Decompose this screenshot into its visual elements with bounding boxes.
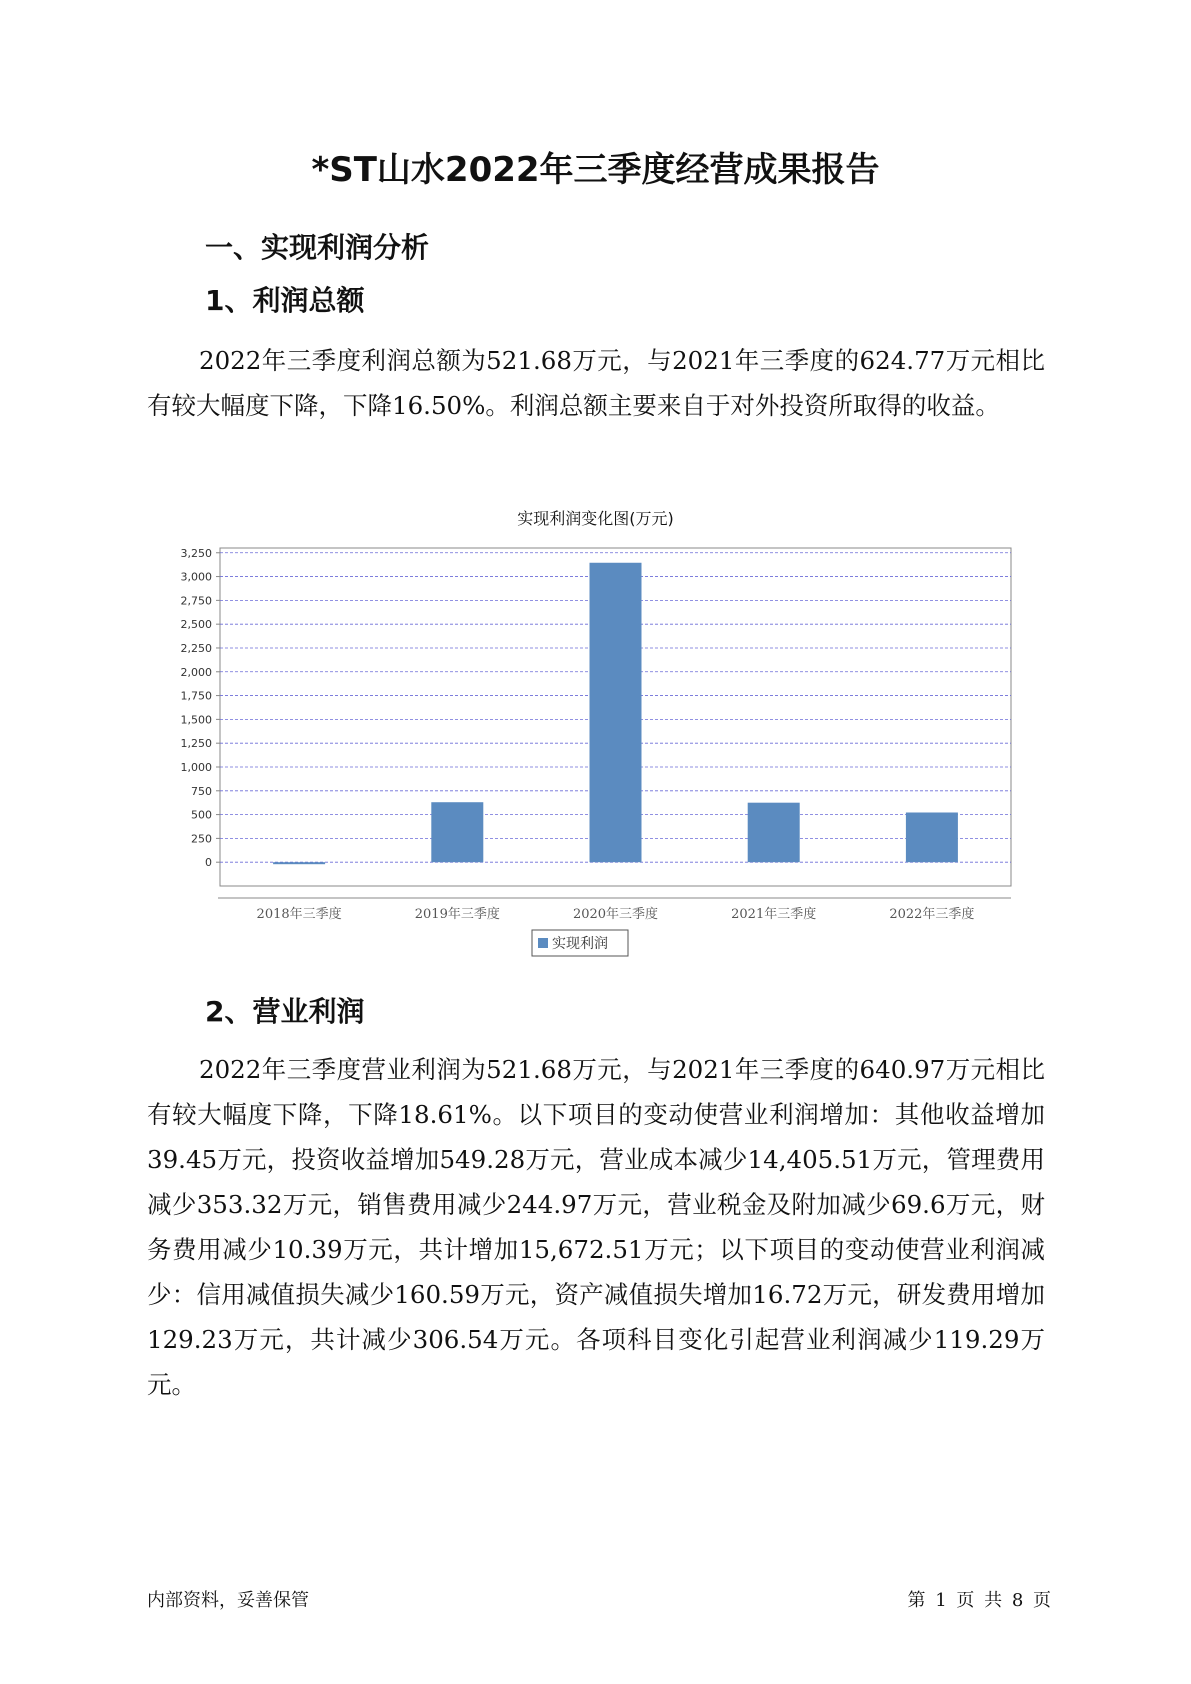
x-tick-label: 2021年三季度 bbox=[731, 907, 817, 922]
y-tick-label: 1,750 bbox=[180, 689, 212, 703]
footer-page-number: 第 1 页 共 8 页 bbox=[907, 1590, 1051, 1611]
bar bbox=[906, 812, 958, 862]
bar bbox=[590, 563, 642, 862]
bar bbox=[748, 803, 800, 863]
x-tick-label: 2018年三季度 bbox=[256, 907, 342, 922]
y-tick-label: 1,000 bbox=[180, 760, 212, 774]
y-tick-label: 3,000 bbox=[180, 570, 212, 584]
y-tick-label: 1,250 bbox=[180, 737, 212, 751]
section-heading: 一、实现利润分析 bbox=[205, 231, 430, 264]
legend-label: 实现利润 bbox=[552, 936, 608, 952]
chart-title: 实现利润变化图(万元) bbox=[517, 509, 674, 528]
bar bbox=[273, 862, 325, 864]
y-tick-label: 2,750 bbox=[180, 594, 212, 608]
y-tick-label: 1,500 bbox=[180, 713, 212, 727]
y-tick-label: 3,250 bbox=[180, 546, 212, 560]
subsection-heading-profit-total: 1、利润总额 bbox=[205, 284, 365, 317]
x-tick-label: 2020年三季度 bbox=[572, 907, 659, 922]
legend-swatch bbox=[538, 938, 548, 948]
y-tick-label: 750 bbox=[191, 784, 212, 798]
y-tick-label: 2,250 bbox=[180, 641, 212, 655]
y-tick-label: 0 bbox=[205, 856, 212, 870]
y-tick-label: 500 bbox=[191, 808, 212, 822]
footer-confidential-note: 内部资料，妥善保管 bbox=[147, 1590, 309, 1611]
x-tick-label: 2022年三季度 bbox=[889, 907, 975, 922]
profit-bar-chart bbox=[160, 530, 1020, 970]
y-tick-label: 2,000 bbox=[180, 665, 212, 679]
y-tick-label: 250 bbox=[191, 832, 212, 846]
y-tick-label: 2,500 bbox=[180, 618, 212, 632]
document-title: *ST山水2022年三季度经营成果报告 bbox=[311, 150, 880, 190]
bar bbox=[431, 802, 483, 862]
subsection-heading-operating-profit: 2、营业利润 bbox=[205, 995, 365, 1028]
paragraph-profit-total: 2022年三季度利润总额为521.68万元，与2021年三季度的624.77万元相比有较大幅度下降，下降16.50%。利润总额主要来自于对外投资所取得的收益。 bbox=[147, 346, 1045, 420]
x-tick-label: 2019年三季度 bbox=[414, 907, 500, 922]
paragraph-operating-profit: 2022年三季度营业利润为521.68万元，与2021年三季度的640.97万元相比有较大幅度下降，下降18.61%。以下项目的变动使营业利润增加：其他收益增加39.45万元，投资收益增加549.28万元，营业成本减少14,405.51万元，管理费用减少353.32万元，销售费用减少244.97万元，营业税金及附加减少69.6万元，财务费用减少10.39万元，共计增加15,672.51万元；以下项目的变动使营业利润减少：信用减值损失减少160.59万元，资产减值损失增加16.72万元，研发费用增加129.23万元，共计减少306.54万元。各项科目变化引起营业利润减少119.29万元。 bbox=[147, 1055, 1045, 1399]
